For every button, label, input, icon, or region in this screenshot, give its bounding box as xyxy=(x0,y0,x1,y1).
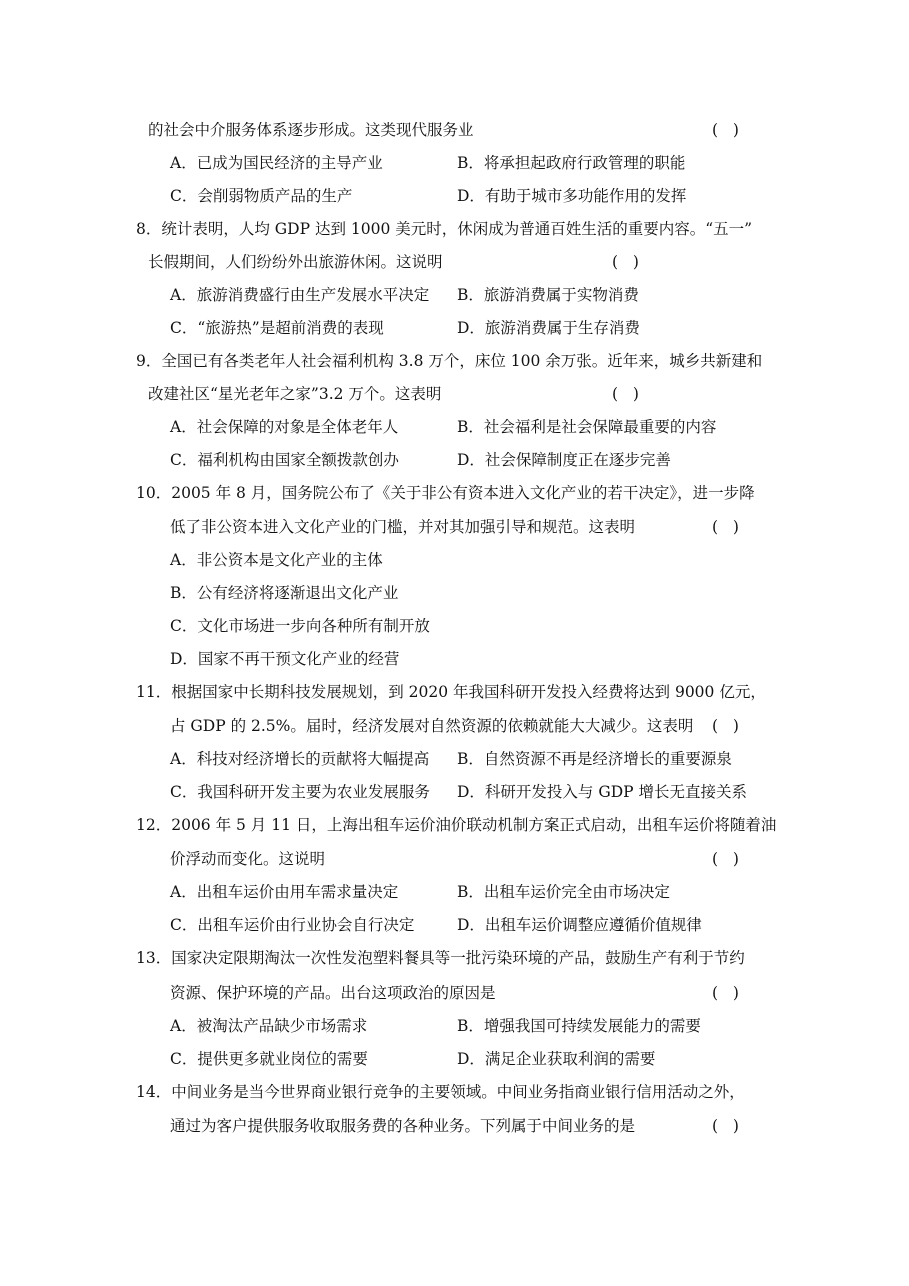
q12-stem-line2: 价浮动而变化。这说明 xyxy=(170,850,326,868)
q8-option-b: B．旅游消费属于实物消费 xyxy=(457,286,639,304)
q10-stem-line1: 10．2005 年 8 月，国务院公布了《关于非公有资本进入文化产业的若干决定》，进一步降 xyxy=(136,484,755,502)
q13-option-d: D．满足企业获取利润的需要 xyxy=(457,1050,656,1068)
q7-answer-bracket: ( ) xyxy=(712,121,739,139)
q13-option-a: A．被淘汰产品缺少市场需求 xyxy=(170,1017,368,1035)
q11-option-d: D．科研开发投入与 GDP 增长无直接关系 xyxy=(457,783,748,801)
q12-option-c: C．出租车运价由行业协会自行决定 xyxy=(170,916,415,934)
q9-option-d: D．社会保障制度正在逐步完善 xyxy=(457,451,671,469)
q8-option-a: A．旅游消费盛行由生产发展水平决定 xyxy=(170,286,430,304)
q12-answer-bracket: ( ) xyxy=(712,850,739,868)
q7-option-b: B．将承担起政府行政管理的职能 xyxy=(457,154,686,172)
q9-option-c: C．福利机构由国家全额拨款创办 xyxy=(170,451,399,469)
q9-option-b: B．社会福利是社会保障最重要的内容 xyxy=(457,418,717,436)
q12-option-a: A．出租车运价由用车需求量决定 xyxy=(170,883,399,901)
q11-stem-line2: 占 GDP 的 2.5%。届时，经济发展对自然资源的依赖就能大大减少。这表明 xyxy=(170,717,694,735)
q8-stem-line1: 8．统计表明，人均 GDP 达到 1000 美元时，休闲成为普通百姓生活的重要内容。“五一” xyxy=(136,220,753,238)
q9-stem-line2: 改建社区“星光老年之家”3.2 万个。这表明 xyxy=(148,385,442,403)
q13-answer-bracket: ( ) xyxy=(712,984,739,1002)
q14-stem-line1: 14．中间业务是当今世界商业银行竞争的主要领域。中间业务指商业银行信用活动之外， xyxy=(136,1083,745,1101)
q9-option-a: A．社会保障的对象是全体老年人 xyxy=(170,418,399,436)
q7-option-d: D．有助于城市多功能作用的发挥 xyxy=(457,187,687,205)
q10-option-d: D．国家不再干预文化产业的经营 xyxy=(170,650,400,668)
q7-stem-tail: 的社会中介服务体系逐步形成。这类现代服务业 xyxy=(148,121,474,139)
q10-option-a: A．非公资本是文化产业的主体 xyxy=(170,551,383,569)
q12-stem-line1: 12．2006 年 5 月 11 日，上海出租车运价油价联动机制方案正式启动，出租车运价将随着油 xyxy=(136,816,777,834)
q11-option-a: A．科技对经济增长的贡献将大幅提高 xyxy=(170,750,430,768)
q10-stem-line2: 低了非公资本进入文化产业的门槛，并对其加强引导和规范。这表明 xyxy=(170,518,636,536)
q11-option-b: B．自然资源不再是经济增长的重要源泉 xyxy=(457,750,732,768)
q9-answer-bracket: ( ) xyxy=(612,385,639,403)
q9-stem-line1: 9．全国已有各类老年人社会福利机构 3.8 万个，床位 100 余万张。近年来，城乡共新建和 xyxy=(136,352,763,370)
q14-stem-line2: 通过为客户提供服务收取服务费的各种业务。下列属于中间业务的是 xyxy=(170,1117,636,1135)
q13-option-c: C．提供更多就业岗位的需要 xyxy=(170,1050,368,1068)
q7-option-c: C．会削弱物质产品的生产 xyxy=(170,187,353,205)
q10-answer-bracket: ( ) xyxy=(712,518,739,536)
q8-answer-bracket: ( ) xyxy=(612,253,639,271)
q13-option-b: B．增强我国可持续发展能力的需要 xyxy=(457,1017,701,1035)
q7-option-a: A．已成为国民经济的主导产业 xyxy=(170,154,383,172)
q14-answer-bracket: ( ) xyxy=(712,1117,739,1135)
q11-answer-bracket: ( ) xyxy=(712,717,739,735)
q13-stem-line1: 13．国家决定限期淘汰一次性发泡塑料餐具等一批污染环境的产品，鼓励生产有利于节约 xyxy=(136,949,745,967)
q8-option-c: C．“旅游热”是超前消费的表现 xyxy=(170,319,384,337)
q11-option-c: C．我国科研开发主要为农业发展服务 xyxy=(170,783,430,801)
q12-option-d: D．出租车运价调整应遵循价值规律 xyxy=(457,916,702,934)
q10-option-b: B．公有经济将逐渐退出文化产业 xyxy=(170,584,399,602)
q13-stem-line2: 资源、保护环境的产品。出台这项政治的原因是 xyxy=(170,984,496,1002)
q12-option-b: B．出租车运价完全由市场决定 xyxy=(457,883,670,901)
q10-option-c: C．文化市场进一步向各种所有制开放 xyxy=(170,617,430,635)
q8-option-d: D．旅游消费属于生存消费 xyxy=(457,319,640,337)
q11-stem-line1: 11．根据国家中长期科技发展规划，到 2020 年我国科研开发投入经费将达到 9000 亿元， xyxy=(136,683,766,701)
q8-stem-line2: 长假期间，人们纷纷外出旅游休闲。这说明 xyxy=(148,253,443,271)
